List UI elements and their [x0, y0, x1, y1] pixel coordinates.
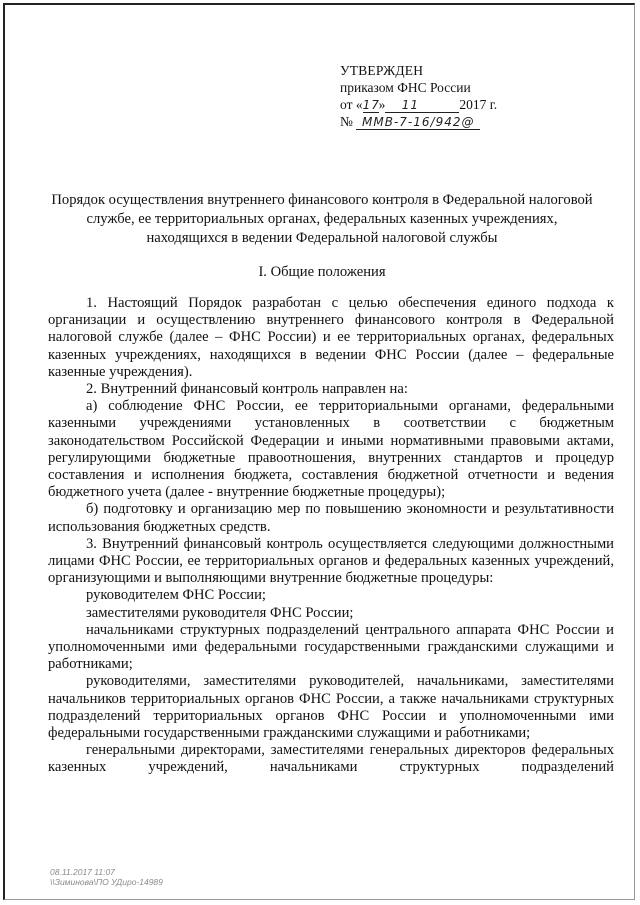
stamp-number-prefix: № — [340, 114, 353, 129]
stamp-number-line — [340, 113, 540, 130]
document-title: Порядок осуществления внутреннего финансового контроля в Федеральной налоговой службе, ее территориальных органах, федеральных казенных учреждениях, находящихся в ведении Федеральной налоговой службы — [51, 192, 593, 246]
print-footer — [50, 867, 163, 887]
list-item-institutions: генеральными директорами, заместителями генеральных директоров федеральных казенных учреждений, начальниками структурных подразделений — [48, 742, 614, 776]
stamp-date-line — [340, 96, 540, 113]
stamp-date-mid: » — [378, 97, 386, 112]
stamp-date-month: 11 — [385, 98, 435, 113]
stamp-date-prefix: от « — [340, 97, 363, 112]
document-body — [48, 295, 614, 777]
stamp-title: УТВЕРЖДЕН — [340, 63, 424, 78]
approval-stamp — [340, 62, 540, 130]
stamp-date-day: 17 — [362, 98, 380, 112]
stamp-number-value: ММВ-7-16/942@ — [356, 115, 480, 130]
paragraph-3: 3. Внутренний финансовый контроль осуществляется следующими должностными лицами ФНС России, ее территориальных органов и федеральных казенных учреждений, организующими и выполняющими внутренние бюджетные процедуры: — [48, 535, 614, 587]
list-item-head: руководителем ФНС России; — [86, 587, 266, 604]
footer-path: \\Зиминова\ПО УДиро-14989 — [50, 877, 163, 887]
list-item-deputies: заместителями руководителя ФНС России; — [86, 604, 354, 621]
paragraph-2: 2. Внутренний финансовый контроль направлен на: — [86, 381, 408, 398]
stamp-date-blank — [435, 98, 459, 113]
paragraph-1: 1. Настоящий Порядок разработан с целью обеспечения единого подхода к организации и осуществлению внутреннего финансового контроля в Федеральной налоговой службе (далее – ФНС России) и ее территориальных органах, федеральных казенных учреждениях, находящихся в ведении ФНС России (далее – федеральные казенные учреждения). — [48, 295, 614, 380]
paragraph-2a: а) соблюдение ФНС России, ее территориальными органами, федеральными казенными учреждениями установленных в соответствии с бюджетным законодательством Российской Федерации и иными нормативными правовыми актами, регулирующими бюджетные правоотношения, внутренних стандартов и процедур составления и исполнения бюджета, составления бюджетной отчетности и ведения бюджетного учета (далее - внутренние бюджетные процедуры); — [48, 398, 614, 501]
list-item-territorial: руководителями, заместителями руководителей, начальниками, заместителями начальников территориальных органов ФНС России, а также начальниками структурных подразделений территориальных органов ФНС России и уполномоченными ими федеральными государственными гражданскими служащими и работниками; — [48, 673, 614, 742]
footer-timestamp: 08.11.2017 11:07 — [50, 867, 115, 877]
list-item-central-office: начальниками структурных подразделений центрального аппарата ФНС России и уполномоченными ими федеральными государственными гражданскими служащими и работниками; — [48, 621, 614, 673]
section-title: I. Общие положения — [258, 264, 386, 280]
stamp-order-line: приказом ФНС России — [340, 80, 471, 95]
stamp-date-year: 2017 г. — [459, 97, 498, 112]
paragraph-2b: б) подготовку и организацию мер по повышению экономности и результативности использования бюджетных средств. — [48, 501, 614, 535]
